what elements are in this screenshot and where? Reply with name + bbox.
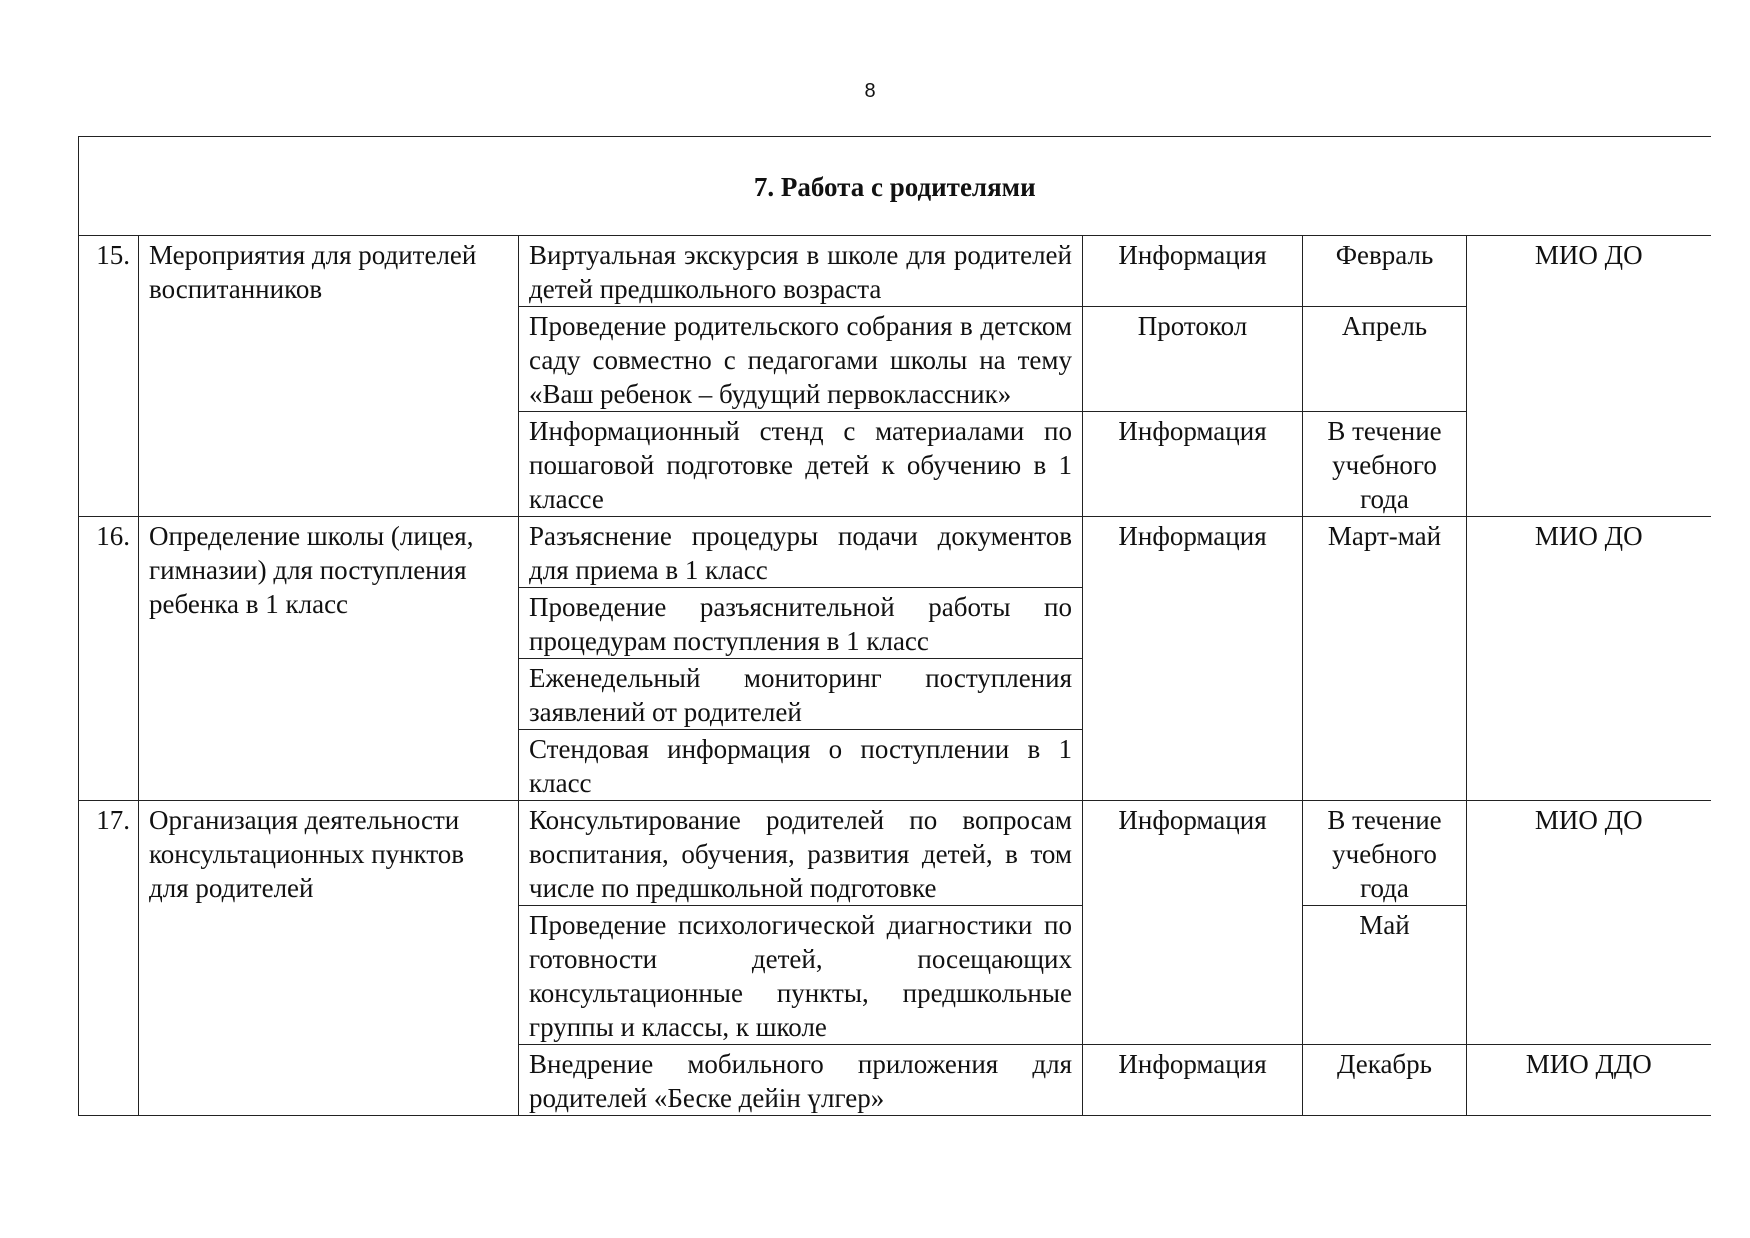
row-number: 17. xyxy=(79,801,139,1116)
action-cell: Проведение психологической диагностики по готовности детей, посещающих консультационные пункты, предшкольные группы и классы, к школе xyxy=(519,906,1083,1045)
action-cell: Внедрение мобильного приложения для родителей «Беске дейін үлгер» xyxy=(519,1045,1083,1116)
responsible-cell: МИО ДО xyxy=(1467,236,1711,517)
term-cell: Февраль xyxy=(1303,236,1467,307)
responsible-cell: МИО ДО xyxy=(1467,801,1711,1045)
action-cell: Проведение разъяснительной работы по процедурам поступления в 1 класс xyxy=(519,588,1083,659)
table-row xyxy=(79,517,1711,588)
activity-cell: Мероприятия для родителей воспитанников xyxy=(139,236,519,517)
action-cell: Еженедельный мониторинг поступления заявлений от родителей xyxy=(519,659,1083,730)
action-cell: Разъяснение процедуры подачи документов для приема в 1 класс xyxy=(519,517,1083,588)
action-cell: Виртуальная экскурсия в школе для родителей детей предшкольного возраста xyxy=(519,236,1083,307)
responsible-cell: МИО ДДО xyxy=(1467,1045,1711,1116)
action-cell: Информационный стенд с материалами по пошаговой подготовке детей к обучению в 1 классе xyxy=(519,412,1083,517)
form-cell: Информация xyxy=(1083,236,1303,307)
form-cell: Информация xyxy=(1083,412,1303,517)
term-cell: Март-май xyxy=(1303,517,1467,801)
form-cell: Информация xyxy=(1083,801,1303,1045)
form-cell: Протокол xyxy=(1083,307,1303,412)
activity-cell: Определение школы (лицея, гимназии) для поступления ребенка в 1 класс xyxy=(139,517,519,801)
term-cell: Апрель xyxy=(1303,307,1467,412)
action-cell: Стендовая информация о поступлении в 1 класс xyxy=(519,730,1083,801)
activity-cell: Организация деятельности консультационных пунктов для родителей xyxy=(139,801,519,1116)
section-title: 7. Работа с родителями xyxy=(79,137,1711,236)
term-cell: В течение учебного года xyxy=(1303,412,1467,517)
action-cell: Проведение родительского собрания в детском саду совместно с педагогами школы на тему «Ваш ребенок – будущий первоклассник» xyxy=(519,307,1083,412)
term-cell: Май xyxy=(1303,906,1467,1045)
form-cell: Информация xyxy=(1083,517,1303,801)
form-cell: Информация xyxy=(1083,1045,1303,1116)
responsible-cell: МИО ДО xyxy=(1467,517,1711,801)
action-cell: Консультирование родителей по вопросам воспитания, обучения, развития детей, в том числе по предшкольной подготовке xyxy=(519,801,1083,906)
work-plan-table xyxy=(78,136,1711,1116)
table-row xyxy=(79,801,1711,906)
row-number: 15. xyxy=(79,236,139,517)
row-number: 16. xyxy=(79,517,139,801)
term-cell: В течение учебного года xyxy=(1303,801,1467,906)
page-number: 8 xyxy=(864,80,876,102)
section-header-row xyxy=(79,137,1711,236)
table-row xyxy=(79,236,1711,307)
term-cell: Декабрь xyxy=(1303,1045,1467,1116)
